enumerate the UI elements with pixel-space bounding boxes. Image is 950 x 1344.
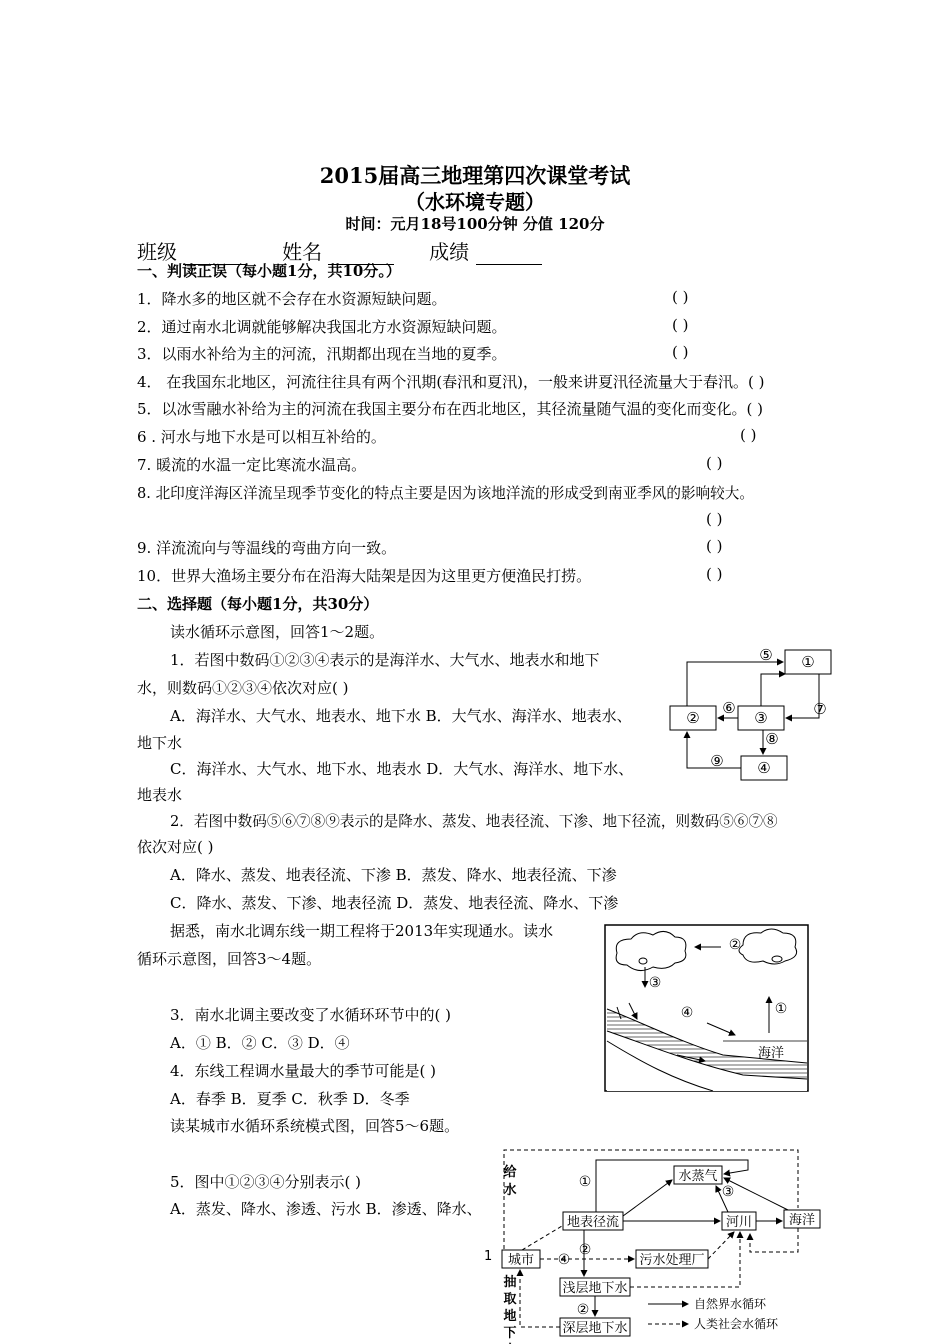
d1-arrow-5: ⑤	[759, 646, 773, 664]
q5-stem: 5．图中①②③④分别表示( )	[170, 1173, 362, 1191]
d3-page-number: 1	[484, 1249, 493, 1264]
urban-water-cycle-diagram	[478, 1140, 828, 1344]
d1-arrow-9: ⑨	[710, 752, 724, 770]
d3-box-shallow-groundwater: 浅层地下水	[562, 1281, 628, 1296]
d1-arrow-7: ⑦	[813, 700, 827, 718]
section2-heading: 二、选择题（每小题1分，共30分）	[137, 595, 379, 613]
d1-box-1: ①	[801, 653, 815, 671]
d3-box-deep-groundwater: 深层地下水	[562, 1321, 628, 1336]
d2-label-4: ④	[680, 1005, 694, 1021]
d3-num-1: ①	[578, 1174, 592, 1190]
intro-q5-6: 读某城市水循环系统模式图，回答5～6题。	[170, 1117, 460, 1135]
tf-answer-2[interactable]: ( )	[672, 316, 689, 334]
class-label: 班级	[137, 240, 177, 264]
q1-options-cd: C．海洋水、大气水、地下水、地表水 D．大气水、海洋水、地下水、	[170, 760, 634, 778]
tf-item-3: 3．以雨水补给为主的河流，汛期都出现在当地的夏季。	[137, 345, 507, 363]
d1-box-2: ②	[686, 709, 700, 727]
d3-box-ocean: 海洋	[788, 1213, 816, 1228]
tf-answer-9[interactable]: ( )	[706, 537, 723, 555]
d3-legend-human: 人类社会水循环	[694, 1317, 779, 1331]
d1-box-4: ④	[757, 759, 771, 777]
d3-num-2b: ②	[576, 1302, 590, 1318]
tf-answer-7[interactable]: ( )	[706, 454, 723, 472]
q2-options-ab: A．降水、蒸发、地表径流、下渗 B．蒸发、降水、地表径流、下渗	[170, 866, 617, 884]
d2-label-ocean: 海洋	[757, 1046, 785, 1061]
q4-stem: 4．东线工程调水量最大的季节可能是( )	[170, 1062, 437, 1080]
d3-num-3: ③	[721, 1184, 735, 1200]
q5-options: A．蒸发、降水、渗透、污水 B．渗透、降水、	[170, 1200, 482, 1218]
d1-arrow-8: ⑧	[765, 730, 779, 748]
q3-options: A．① B．② C．③ D．④	[170, 1034, 350, 1052]
tf-item-10: 10．世界大渔场主要分布在沿海大陆架是因为这里更方便渔民打捞。	[137, 567, 592, 585]
intro-q1-2: 读水循环示意图，回答1～2题。	[170, 623, 385, 641]
intro-q3-4: 据悉，南水北调东线一期工程将于2013年实现通水。读水	[170, 922, 554, 940]
q4-options: A．春季 B．夏季 C．秋季 D．冬季	[170, 1090, 410, 1108]
name-label: 姓名	[282, 240, 323, 264]
d3-num-4: ④	[557, 1252, 571, 1268]
q2-options-cd: C．降水、蒸发、下渗、地表径流 D．蒸发、地表径流、降水、下渗	[170, 894, 619, 912]
tf-item-4: 4． 在我国东北地区，河流往往具有两个汛期(春汛和夏汛)，一般来讲夏汛径流量大于春汛。( )	[137, 373, 765, 391]
d3-box-river: 河川	[725, 1215, 753, 1230]
q2-stem-cont: 依次对应( )	[137, 838, 214, 856]
tf-answer-1[interactable]: ( )	[672, 288, 689, 306]
page-title: 2015届高三地理第四次课堂考试	[319, 163, 631, 188]
tf-answer-8[interactable]: ( )	[706, 510, 723, 528]
d2-label-2: ②	[728, 937, 742, 953]
d3-box-vapor: 水蒸气	[678, 1169, 718, 1184]
q1-stem: 1．若图中数码①②③④表示的是海洋水、大气水、地表水和地下	[170, 651, 600, 669]
score-field[interactable]	[476, 246, 542, 265]
tf-item-2: 2．通过南水北调就能够解决我国北方水资源短缺问题。	[137, 318, 507, 336]
d3-box-sewage-plant: 污水处理厂	[639, 1253, 705, 1268]
exam-info: 时间：元月18号100分钟 分值 120分	[345, 215, 605, 233]
intro-q3-4-cont: 循环示意图，回答3～4题。	[137, 950, 322, 968]
d1-box-3: ③	[754, 709, 768, 727]
q1-options-ab: A．海洋水、大气水、地表水、地下水 B．大气水、海洋水、地表水、	[170, 707, 632, 725]
tf-item-5: 5．以冰雪融水补给为主的河流在我国主要分布在西北地区，其径流量随气温的变化而变化。( )	[137, 400, 764, 418]
tf-item-9: 9. 洋流流向与等温线的弯曲方向一致。	[137, 539, 397, 557]
d2-label-1: ①	[774, 1001, 788, 1017]
d3-extract-label: 抽取地下	[503, 1275, 517, 1341]
tf-answer-3[interactable]: ( )	[672, 343, 689, 361]
q1-stem-cont: 水，则数码①②③④依次对应( )	[137, 679, 349, 697]
q2-stem: 2．若图中数码⑤⑥⑦⑧⑨表示的是降水、蒸发、地表径流、下渗、地下径流，则数码⑤⑥⑦⑧	[170, 813, 778, 830]
d3-supply-label: 给水	[503, 1165, 517, 1198]
q1-options-cd-cont: 地表水	[137, 786, 183, 804]
tf-item-6: 6 . 河水与地下水是可以相互补给的。	[137, 428, 386, 446]
tf-item-8: 8. 北印度洋海区洋流呈现季节变化的特点主要是因为该地洋流的形成受到南亚季风的影响较大。	[137, 485, 754, 502]
water-cycle-diagram-2	[603, 923, 810, 1093]
q1-options-ab-cont: 地下水	[137, 734, 183, 752]
tf-item-1: 1．降水多的地区就不会存在水资源短缺问题。	[137, 290, 447, 308]
tf-answer-10[interactable]: ( )	[706, 565, 723, 583]
d1-arrow-6: ⑥	[722, 699, 736, 717]
section1-heading: 一、判读正误（每小题1分，共10分。）	[137, 262, 401, 280]
water-cycle-diagram-1	[665, 644, 840, 794]
d3-box-runoff: 地表径流	[566, 1215, 620, 1230]
tf-item-7: 7. 暖流的水温一定比寒流水温高。	[137, 456, 367, 474]
d2-label-3: ③	[648, 975, 662, 991]
d3-box-city: 城市	[507, 1253, 535, 1268]
d3-legend-natural: 自然界水循环	[694, 1297, 767, 1311]
d3-num-2a: ②	[578, 1242, 592, 1258]
score-label: 成绩	[429, 240, 470, 264]
tf-answer-6[interactable]: ( )	[740, 426, 757, 444]
q3-stem: 3．南水北调主要改变了水循环环节中的( )	[170, 1006, 452, 1024]
page-subtitle: （水环境专题）	[405, 190, 545, 214]
